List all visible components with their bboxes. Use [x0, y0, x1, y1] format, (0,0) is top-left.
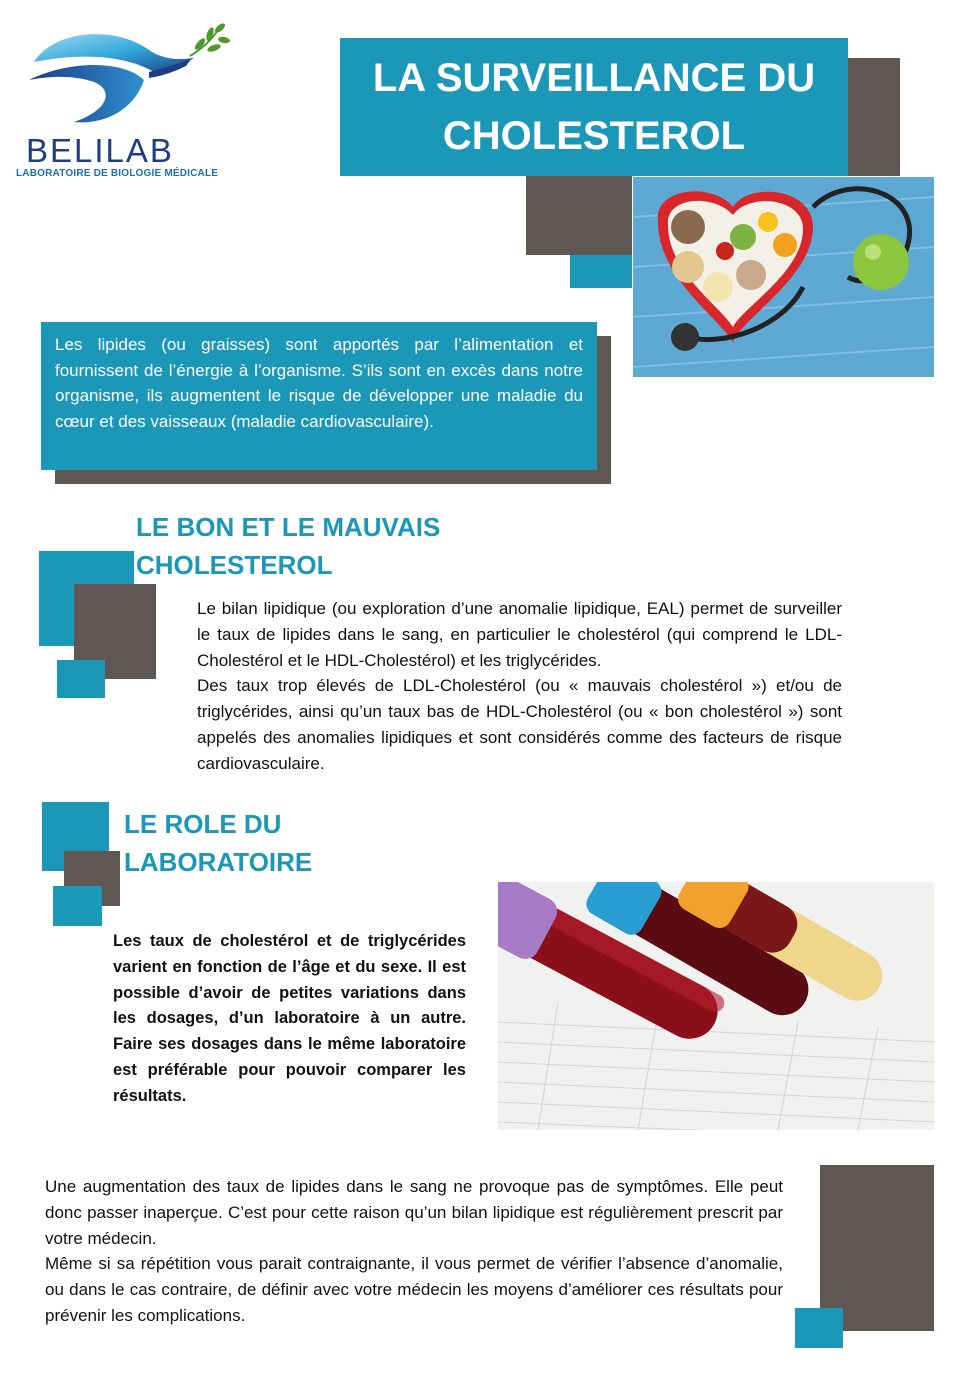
section-laboratoire-body: Les taux de cholestérol et de triglycérides varient en fonction de l’âge et du sexe. Il est possible d’avoir de petites variations dans les dosages, d’un laboratoire à un autre. Faire ses dosages dans le même laboratoire est préférable pour pouvoir comparer les résultats.	[113, 932, 466, 1105]
intro-text: Les lipides (ou graisses) sont apportés par l’alimentation et fournissent de l’énergie à l’organisme. S’ils sont en excès dans notre organisme, ils augmentent le risque de développer une maladie du cœur et des vaisseaux (maladie cardiovasculaire).	[41, 322, 597, 470]
decor-square	[570, 255, 632, 288]
logo-name: BELILAB	[26, 132, 174, 169]
bird-logo-icon	[14, 20, 244, 145]
paragraph: Même si sa répétition vous parait contraignante, il vous permet de vérifier l’absence d’anomalie, ou dans le cas contraire, de définir avec votre médecin les moyens d’améliorer ces résultats pour prévenir les complications.	[45, 1254, 783, 1325]
paragraph: Des taux trop élevés de LDL-Cholestérol (ou « mauvais cholestérol ») et/ou de triglycérides, ainsi qu’un taux bas de HDL-Cholestérol (ou « bon cholestérol ») sont appelés des anomalies lipidiques et sont considérés comme des facteurs de risque cardiovasculaire.	[197, 676, 842, 773]
paragraph: Le bilan lipidique (ou exploration d’une anomalie lipidique, EAL) permet de surveiller le taux de lipides dans le sang, en particulier le cholestérol (qui comprend le LDL-Cholestérol et le HDL-Cholestérol) et les triglycérides.	[197, 599, 842, 670]
decor-square	[795, 1308, 843, 1348]
section-title-line: LE BON ET LE MAUVAIS	[136, 512, 441, 542]
decor-square	[526, 176, 632, 255]
section-title-line: LABORATOIRE	[124, 847, 313, 877]
conclusion-text	[45, 1174, 783, 1329]
decor-square	[53, 886, 102, 926]
title-line-1: LA SURVEILLANCE DU	[372, 56, 816, 100]
section-title-line: LE ROLE DU	[124, 809, 282, 839]
logo-subtitle: LABORATOIRE DE BIOLOGIE MÉDICALE	[16, 168, 219, 179]
paragraph: Une augmentation des taux de lipides dans le sang ne provoque pas de symptômes. Elle peut donc passer inaperçue. C’est pour cette raison qu’un bilan lipidique est régulièrement prescrit par votre médecin.	[45, 1177, 783, 1248]
olive-branch-icon	[190, 22, 230, 56]
page-title	[340, 38, 848, 176]
title-line-2: CHOLESTEROL	[442, 114, 746, 158]
title-shadow-block	[848, 58, 900, 176]
heart-food-stethoscope-image	[633, 177, 934, 377]
decor-square	[820, 1165, 934, 1331]
section-cholesterol-body	[197, 596, 842, 777]
decor-square	[57, 660, 105, 698]
section-title-cholesterol	[136, 508, 440, 584]
section-title-line: CHOLESTEROL	[136, 550, 333, 580]
section-title-laboratoire	[124, 805, 312, 881]
blood-tubes-image	[498, 882, 934, 1130]
